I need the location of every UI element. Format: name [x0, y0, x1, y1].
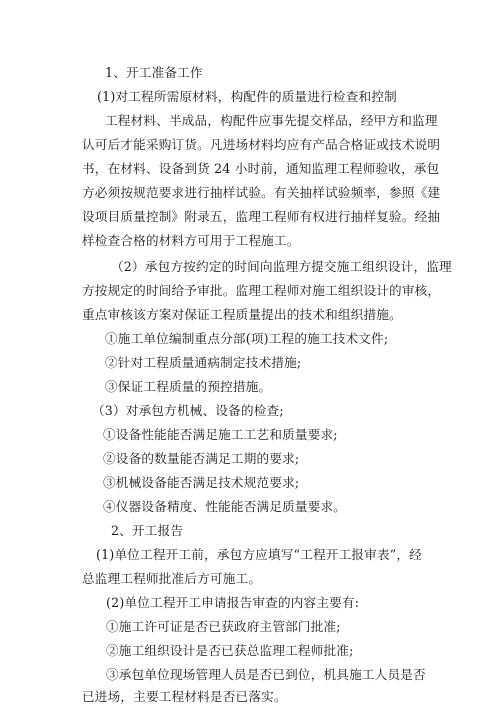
subheading-1-2: （2）承包方按约定的时间向监理方提交施工组织设计，监理 [111, 259, 452, 274]
paragraph-line: 设项目质量控制》附录五，监理工程师有权进行抽样复验。经抽 [82, 209, 441, 224]
paragraph-line: 认可后才能采购订货。凡进场材料均应有产品合格证或技术说明 [82, 137, 441, 152]
paragraph-line: 方必须按规范要求进行抽样试验。有关抽样试验频率，参照《建 [82, 185, 441, 200]
list-item: ②设备的数量能否满足工期的要求; [103, 451, 300, 466]
list-item: ②针对工程质量通病制定技术措施; [105, 355, 302, 370]
list-item: ①设备性能能否满足施工工艺和质量要求; [103, 427, 338, 442]
heading-section-2: 2、开工报告 [111, 523, 184, 538]
paragraph-line: 工程材料、半成品，构配件应事先提交样品，经甲方和监理 [105, 113, 438, 128]
list-item: ③保证工程质量的预控措施。 [105, 379, 272, 394]
list-item: ①施工单位编制重点分部(项)工程的施工技术文件; [105, 331, 389, 346]
paragraph-line: 总监理工程师批准后方可施工。 [82, 571, 262, 586]
paragraph-line: 重点审核该方案对保证工程质量提出的技术和组织措施。 [82, 307, 402, 322]
paragraph-line: 方按规定的时间给予审批。监理工程师对施工组织设计的审核， [82, 283, 441, 298]
subheading-1-1: (1)对工程所需原材料，构配件的质量进行检查和控制 [97, 89, 397, 104]
list-item: ④仪器设备精度、性能能否满足质量要求。 [103, 499, 347, 514]
list-item: ③机械设备能否满足技术规范要求; [103, 475, 300, 490]
list-item: ③承包单位现场管理人员是否已到位，机具施工人员是否 [106, 667, 426, 682]
list-item: ①施工许可证是否已获政府主管部门批准; [106, 619, 341, 634]
subheading-2-1: (1)单位工程开工前，承包方应填写“工程开工报审表”，经 [96, 547, 422, 562]
heading-section-1: 1、开工准备工作 [105, 65, 203, 80]
subheading-1-3: （3）对承包方机械、设备的检查; [92, 403, 284, 418]
list-item: ②施工组织设计是否已获总监理工程师批准; [106, 643, 354, 658]
subheading-2-2: (2)单位工程开工申请报告审查的内容主要有: [106, 595, 360, 610]
paragraph-line: 已进场，主要工程材料是否已落实。 [82, 689, 287, 704]
paragraph-line: 书，在材料、设备到货 24 小时前，通知监理工程师验收，承包 [82, 161, 440, 176]
paragraph-line: 样检查合格的材料方可用于工程施工。 [82, 233, 300, 248]
